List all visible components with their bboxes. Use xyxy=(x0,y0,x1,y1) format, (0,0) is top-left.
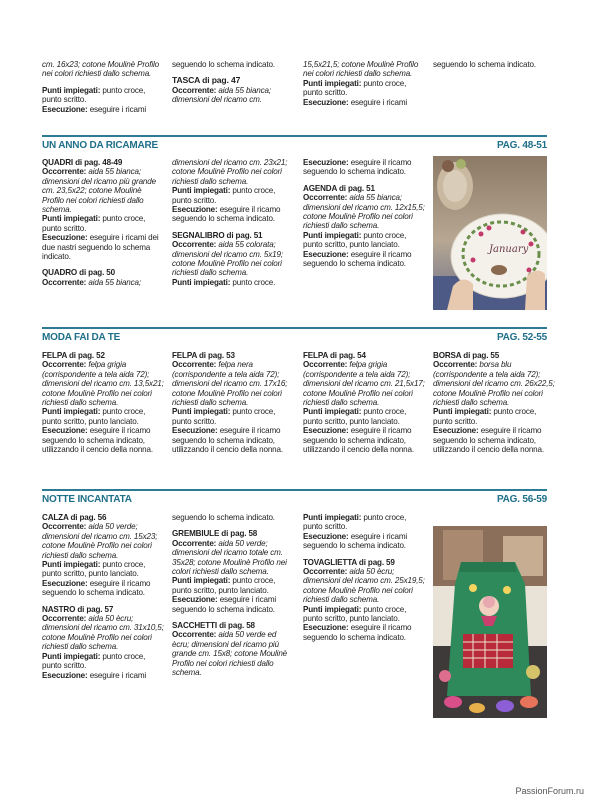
top-col1-p2: Esecuzione: eseguire i ricami xyxy=(42,104,147,114)
s2-c2-p0: Occorrente: felpa nera (corrispondente a tela aida 72); dimensioni del ricamo cm. 17x16; cotone Moulinè Profilo nei colori richiesti dallo schema. xyxy=(172,360,288,408)
top-col1-p1: Punti impiegati: punto croce, punto scritto. xyxy=(42,85,146,105)
s3-col-3 xyxy=(303,513,425,649)
s1-c3-lead: Esecuzione: eseguire il ricamo seguendo lo schema indicato. xyxy=(303,158,412,177)
s2-col-1 xyxy=(42,351,164,461)
s2-c1-p2: Esecuzione: eseguire il ricamo seguendo lo schema indicato, utilizzando il cencio della nonna. xyxy=(42,426,153,455)
s2-c4-p0: Occorrente: borsa blu (corrispondente a tela aida 72); dimensioni del ricamo cm. 26x22,5; cotone Moulinè Profilo nei colori richiesti dallo schema. xyxy=(433,360,555,408)
s2-col-2 xyxy=(172,351,294,461)
s3-c2-lead: seguendo lo schema indicato. xyxy=(172,513,275,522)
s3-c1-p0: Occorrente: aida 50 verde; dimensioni del ricamo cm. 15x23; cotone Moulinè Profilo nei colori richiesti dallo schema. xyxy=(42,522,158,560)
s1-col-3 xyxy=(303,158,425,275)
s3-grembiule-heading: GREMBIULE di pag. 58 xyxy=(172,529,258,539)
s2-c3-p0: Occorrente: felpa grigia (corrispondente a tela aida 72); dimensioni del ricamo cm. 21,5x17; cotone Moulinè Profilo nei colori richiesti dallo schema. xyxy=(303,360,425,408)
s1-c3-p0: Occorrente: aida 55 bianca; dimensioni del ricamo cm. 12x15,5; cotone Moulinè Profilo nei colori richiesti dallo schema. xyxy=(303,193,425,231)
s3-c3-p1: Punti impiegati: punto croce, punto scritto, punto lanciato. xyxy=(303,604,407,624)
s2-felpa52-heading: FELPA di pag. 52 xyxy=(42,351,105,360)
s3-col-2 xyxy=(172,513,294,685)
s3-c2-p1: Punti impiegati: punto croce, punto scritto, punto lanciato. xyxy=(172,576,276,595)
s1-c1-p1: Punti impiegati: punto croce, punto scritto. xyxy=(42,214,146,233)
s1-c1-p0: Occorrente: aida 55 bianca; dimensioni del ricamo più grande cm. 23,5x22; cotone Moulinè Profilo nei colori richiesti dallo schema. xyxy=(42,167,156,215)
s2-c1-p1: Punti impiegati: punto croce, punto scritto, punto lanciato. xyxy=(42,407,146,426)
s3-c1-p3: Occorrente: aida 50 ècru; dimensioni del ricamo cm. 31x10,5; cotone Moulinè Profilo nei colori richiesti dallo schema. xyxy=(42,614,164,652)
s2-c2-p2: Esecuzione: eseguire il ricamo seguendo lo schema indicato, utilizzando il cencio della nonna. xyxy=(172,426,283,455)
s3-c1-p5: Esecuzione: eseguire i ricami xyxy=(42,670,147,680)
s2-col-3 xyxy=(303,351,425,461)
section-header-notte xyxy=(42,489,547,511)
s3-c2-p0: Occorrente: aida 50 verde; dimensioni del ricamo totale cm. 35x28; cotone Moulinè Profilo nei colori richiesti dallo schema. xyxy=(172,538,287,577)
section-title: MODA FAI DA TE xyxy=(42,332,121,343)
s1-c3-p1: Punti impiegati: punto croce, punto scritto, punto lanciato. xyxy=(303,230,407,250)
s1-c1-p2: Esecuzione: eseguire i ricami dei due nastri seguendo lo schema indicato. xyxy=(42,233,159,262)
calendar-embroidery-photo xyxy=(433,156,547,310)
s1-c2-lead: dimensioni del ricamo cm. 23x21; cotone Moulinè Profilo nei colori richiesti dallo schema. xyxy=(172,158,288,186)
section-page-ref: PAG. 48-51 xyxy=(496,140,547,151)
s2-c3-p2: Esecuzione: eseguire il ricamo seguendo lo schema indicato, utilizzando il cencio della nonna. xyxy=(303,426,414,455)
christmas-apron-photo xyxy=(433,526,547,718)
s2-c4-p2: Esecuzione: eseguire il ricamo seguendo lo schema indicato, utilizzando il cencio della nonna. xyxy=(433,426,544,455)
top-col-1 xyxy=(42,60,164,121)
s3-nastro-heading: NASTRO di pag. 57 xyxy=(42,604,114,614)
section-page-ref: PAG. 52-55 xyxy=(496,332,547,343)
top-col2-p0: Occorrente: aida 55 bianca; dimensioni del ricamo cm. xyxy=(172,85,271,105)
s3-c3-p0: Occorrente: aida 50 ècru; dimensioni del ricamo cm. 25x19,5; cotone Moulinè Profilo nei colori richiesti dallo schema. xyxy=(303,567,425,605)
christmas-apron-illustration xyxy=(433,526,547,718)
s2-borsa-heading: BORSA di pag. 55 xyxy=(433,351,500,360)
s3-sacchetti-heading: SACCHETTI di pag. 58 xyxy=(172,621,255,631)
section-header-anno xyxy=(42,135,547,157)
section-title: NOTTE INCANTATA xyxy=(42,494,132,505)
s1-c1-p3: Occorrente: aida 55 bianca; xyxy=(42,277,141,287)
s1-col-1 xyxy=(42,158,164,294)
top-col3-p0: 15,5x21,5; cotone Moulinè Profilo nei colori richiesti dallo schema. xyxy=(303,60,419,79)
section-header-moda xyxy=(42,327,547,349)
s2-felpa53-heading: FELPA di pag. 53 xyxy=(172,351,235,360)
top-col3-p2: Esecuzione: eseguire i ricami xyxy=(303,97,408,107)
s1-c2-p1: Esecuzione: eseguire il ricamo seguendo lo schema indicato. xyxy=(172,205,281,224)
s1-c3-p2: Esecuzione: eseguire il ricamo seguendo lo schema indicato. xyxy=(303,249,412,269)
s1-c2-p2: Occorrente: aida 55 colorata; dimensioni del ricamo cm. 5x19; cotone Moulinè Profilo nei colori richiesti dallo schema. xyxy=(172,240,283,278)
s1-agenda-heading: AGENDA di pag. 51 xyxy=(303,183,375,193)
s2-c3-p1: Punti impiegati: punto croce, punto scritto, punto lanciato. xyxy=(303,407,407,426)
s2-col-4 xyxy=(433,351,555,461)
s3-c3-lead0: Punti impiegati: punto croce, punto scritto. xyxy=(303,513,407,532)
s3-tovaglietta-heading: TOVAGLIETTA di pag. 59 xyxy=(303,557,395,567)
s3-c1-p2: Esecuzione: eseguire il ricamo seguendo lo schema indicato. xyxy=(42,578,151,598)
s1-c2-p3: Punti impiegati: punto croce. xyxy=(172,277,276,287)
top-col2-lead: seguendo lo schema indicato. xyxy=(172,60,275,69)
s2-c1-p0: Occorrente: felpa grigia (corrispondente a tela aida 72); dimensioni del ricamo cm. 13,5x21; cotone Moulinè Profilo nei colori richiesti dallo schema. xyxy=(42,360,164,408)
s3-calza-heading: CALZA di pag. 56 xyxy=(42,513,107,522)
s3-c3-p2: Esecuzione: eseguire il ricamo seguendo lo schema indicato. xyxy=(303,623,412,642)
s1-segnalibro-heading: SEGNALIBRO di pag. 51 xyxy=(172,230,263,240)
top-col-2 xyxy=(172,60,294,112)
top-col-4 xyxy=(433,60,555,76)
s1-quadri-heading: QUADRI di pag. 48-49 xyxy=(42,158,123,167)
s3-col-1 xyxy=(42,513,164,687)
s3-c2-p3: Occorrente: aida 50 verde ed ècru; dimensioni del ricamo più grande cm. 15x8; cotone Moulinè Profilo nei colori richiesti dallo schema. xyxy=(172,630,288,678)
s2-felpa54-heading: FELPA di pag. 54 xyxy=(303,351,366,360)
s1-col-2 xyxy=(172,158,294,294)
s2-c4-p1: Punti impiegati: punto croce, punto scritto. xyxy=(433,407,537,426)
section-page-ref: PAG. 56-59 xyxy=(496,494,547,505)
top-col4-p0: seguendo lo schema indicato. xyxy=(433,60,536,69)
top-col2-heading: TASCA di pag. 47 xyxy=(172,75,241,86)
s1-c2-p0: Punti impiegati: punto croce, punto scritto. xyxy=(172,186,276,205)
watermark: PassionForum.ru xyxy=(515,786,584,796)
s3-c1-p1: Punti impiegati: punto croce, punto scritto, punto lanciato. xyxy=(42,560,146,579)
top-col1-p0: cm. 16x23; cotone Moulinè Profilo nei colori richiesti dallo schema. xyxy=(42,60,159,79)
s3-c2-p2: Esecuzione: eseguire i ricami seguendo lo schema indicato. xyxy=(172,595,277,614)
calendar-embroidery-illustration xyxy=(433,156,547,310)
top-col-3 xyxy=(303,60,425,114)
s3-c1-p4: Punti impiegati: punto croce, punto scritto. xyxy=(42,651,146,671)
photo-text: January xyxy=(489,244,529,255)
s2-c2-p1: Punti impiegati: punto croce, punto scritto. xyxy=(172,407,276,426)
top-col3-p1: Punti impiegati: punto croce, punto scritto. xyxy=(303,78,407,98)
section-title: UN ANNO DA RICAMARE xyxy=(42,140,159,151)
s1-quadro-heading: QUADRO di pag. 50 xyxy=(42,268,116,278)
s3-c3-lead1: Esecuzione: eseguire i ricami seguendo lo schema indicato. xyxy=(303,531,408,551)
